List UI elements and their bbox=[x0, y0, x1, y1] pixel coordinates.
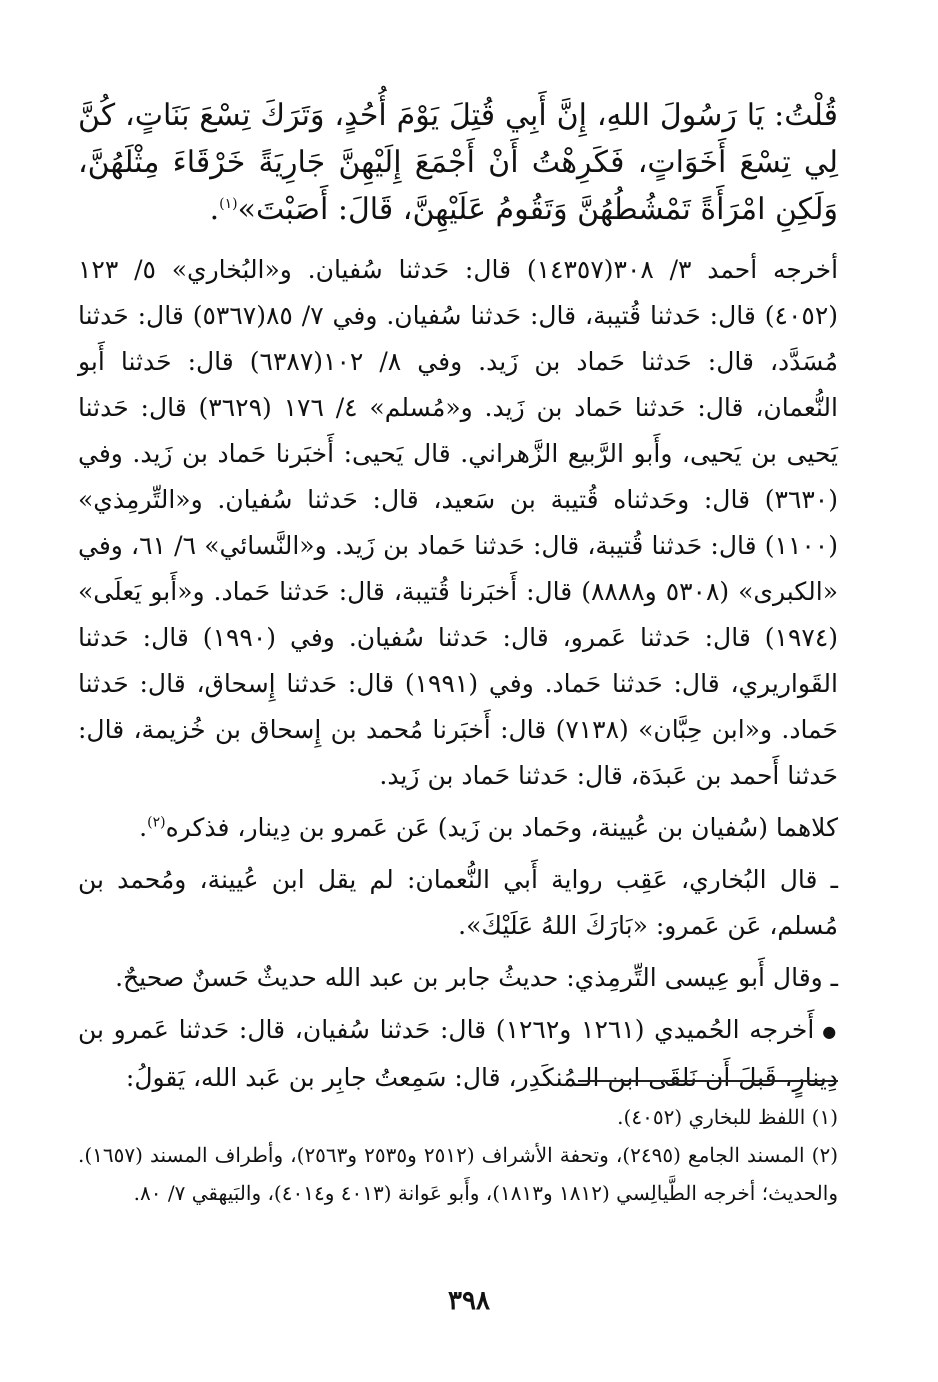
both-narrators-text: كلاهما (سُفيان بن عُيينة، وحَماد بن زَيد) عَن عَمرو بن دِينار، فذكره bbox=[165, 813, 838, 842]
page-body bbox=[78, 92, 838, 1101]
footnote-separator bbox=[578, 1080, 838, 1082]
humaydi-text: أَخرجه الحُميدي (١٢٦١ و١٢٦٢) قال: حَدثنا سُفيان، قال: حَدثنا عَمرو بن دِينارٍ، قَبلَ أَن نَلقَى ابن الـمُنكَدِر، قال: سَمِعتُ جابِر بن عَبد الله، يَقولُ: bbox=[78, 1015, 838, 1092]
footnote-1: (١) اللفظ للبخاري (٤٠٥٢). bbox=[617, 1105, 838, 1129]
page-number: ٣٩٨ bbox=[448, 1286, 490, 1316]
footnote-ref-1[interactable]: (١) bbox=[219, 196, 238, 212]
footnote-2: (٢) المسند الجامع (٢٤٩٥)، وتحفة الأشراف (٢٥١٢ و٢٥٣٥ و٢٥٦٣)، وأطراف المسند (١٦٥٧). والحديث؛ أخرجه الطَّيالِسي (١٨١٢ و١٨١٣)، وأَبو عَوانة (٤٠١٣ و٤٠١٤)، والبَيهقي ٧/ ٨٠. bbox=[78, 1143, 839, 1205]
bukhari-comment: ـ قال البُخاري، عَقِب رواية أَبي النُّعمان: لم يقل ابن عُيينة، ومُحمد بن مُسلم، عَن عَمرو: «بَارَكَ اللهُ عَلَيْكَ». bbox=[78, 865, 838, 940]
footnotes-section bbox=[78, 1098, 838, 1212]
hadith-paragraph: قُلْتُ: يَا رَسُولَ اللهِ، إِنَّ أَبِي قُتِلَ يَوْمَ أُحُدٍ، وَتَرَكَ تِسْعَ بَنَاتٍ، كُنَّ لِي تِسْعَ أَخَوَاتٍ، فَكَرِهْتُ أَنْ أَجْمَعَ إِلَيْهِنَّ جَارِيَةً خَرْقَاءَ مِثْلَهُنَّ، وَلَكِنِ امْرَأَةً تَمْشُطُهُنَّ وَتَقُومُ عَلَيْهِنَّ، قَالَ: أَصَبْتَ»$^{(١)}$. bbox=[78, 98, 838, 227]
both-narrators-paragraph: كلاهما (سُفيان بن عُيينة، وحَماد بن زَيد) عَن عَمرو بن دِينار، فذكره$^{(٢)}$. bbox=[139, 813, 838, 842]
takhrij-paragraph: أخرجه أحمد ٣/ ٣٠٨(١٤٣٥٧) قال: حَدثنا سُفيان. و«البُخاري» ٥/ ١٢٣ (٤٠٥٢) قال: حَدثنا قُتيبة، قال: حَدثنا سُفيان. وفي ٧/ ٨٥(٥٣٦٧) قال: حَدثنا مُسَدَّد، قال: حَدثنا حَماد بن زَيد. وفي ٨/ ١٠٢(٦٣٨٧) قال: حَدثنا أَبو النُّعمان، قال: حَدثنا حَماد بن زَيد. و«مُسلم» ٤/ ١٧٦ (٣٦٢٩) قال: حَدثنا يَحيى بن يَحيى، وأَبو الرَّبيع الزَّهراني. قال يَحيى: أَخبَرنا حَماد بن زَيد. وفي (٣٦٣٠) قال: وحَدثناه قُتيبة بن سَعيد، قال: حَدثنا سُفيان. و«التِّرمِذي» (١١٠٠) قال: حَدثنا قُتيبة، قال: حَدثنا حَماد بن زَيد. و«النَّسائي» ٦/ ٦١، وفي «الكبرى» (٥٣٠٨ و٨٨٨٨) قال: أَخبَرنا قُتيبة، قال: حَدثنا حَماد. و«أَبو يَعلَى» (١٩٧٤) قال: حَدثنا عَمرو، قال: حَدثنا سُفيان. وفي (١٩٩٠) قال: حَدثنا القَواريري، قال: حَدثنا حَماد. وفي (١٩٩١) قال: حَدثنا إِسحاق، قال: حَدثنا حَماد. و«ابن حِبَّان» (٧١٣٨) قال: أَخبَرنا مُحمد بن إِسحاق بن خُزيمة، قال: حَدثنا أَحمد بن عَبدَة، قال: حَدثنا حَماد بن زَيد. bbox=[78, 255, 839, 790]
bullet-icon: ● bbox=[822, 1021, 838, 1041]
hadith-text: قُلْتُ: يَا رَسُولَ اللهِ، إِنَّ أَبِي قُتِلَ يَوْمَ أُحُدٍ، وَتَرَكَ تِسْعَ بَنَاتٍ، كُنَّ لِي تِسْعَ أَخَوَاتٍ، فَكَرِهْتُ أَنْ أَجْمَعَ إِلَيْهِنَّ جَارِيَةً خَرْقَاءَ مِثْلَهُنَّ، وَلَكِنِ امْرَأَةً تَمْشُطُهُنَّ وَتَقُومُ عَلَيْهِنَّ، قَالَ: أَصَبْتَ» bbox=[78, 98, 838, 227]
footnote-ref-2[interactable]: (٢) bbox=[147, 814, 166, 831]
tirmidhi-comment: ـ وقال أَبو عِيسى التِّرمِذي: حديثُ جابر بن عبد الله حديثٌ حَسنٌ صحيحٌ. bbox=[115, 963, 838, 992]
humaydi-paragraph bbox=[78, 1007, 838, 1101]
